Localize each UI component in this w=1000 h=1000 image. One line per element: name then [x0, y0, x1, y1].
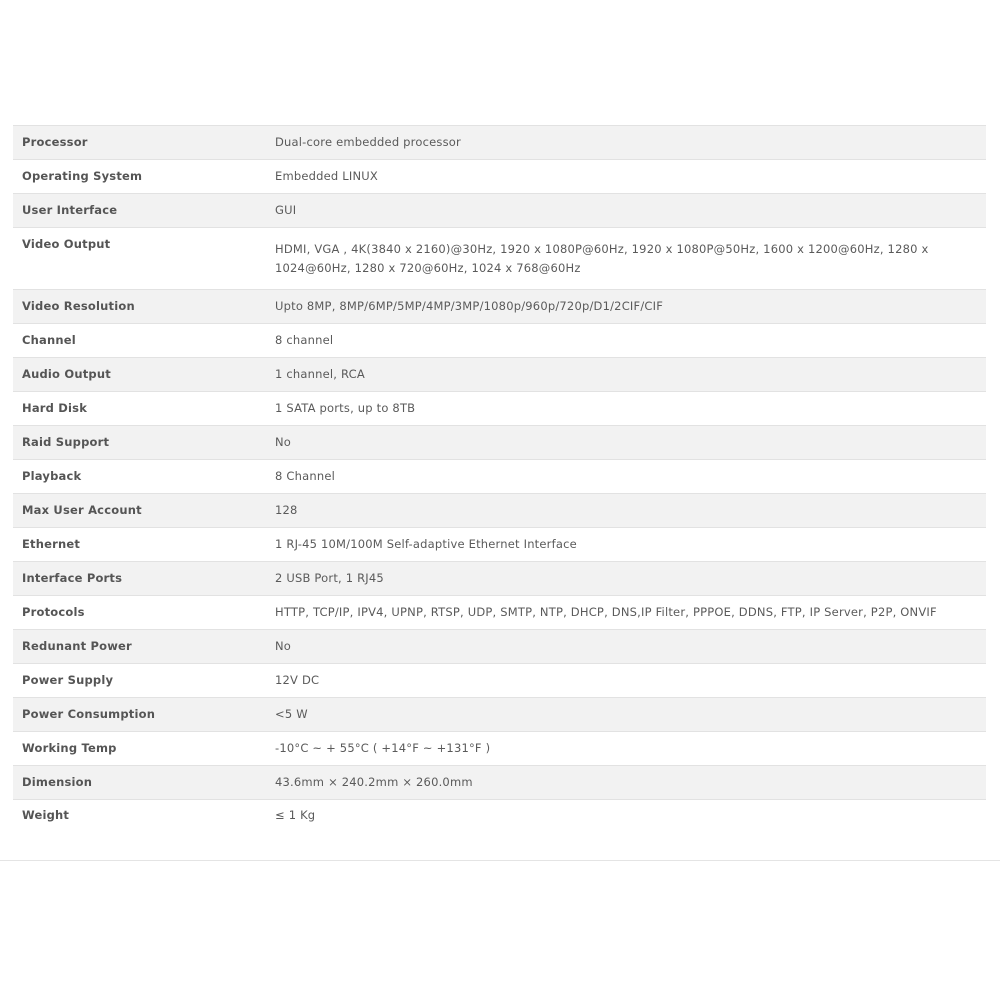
spec-value: 43.6mm × 240.2mm × 260.0mm	[274, 766, 986, 800]
spec-value: <5 W	[274, 698, 986, 732]
spec-value: 128	[274, 494, 986, 528]
spec-label: Hard Disk	[13, 392, 274, 426]
spec-row-power-consumption	[13, 698, 986, 732]
spec-label: Dimension	[13, 766, 274, 800]
spec-row-redunant-power	[13, 630, 986, 664]
spec-value: 2 USB Port, 1 RJ45	[274, 562, 986, 596]
spec-label: Video Resolution	[13, 290, 274, 324]
spec-row-video-resolution	[13, 290, 986, 324]
spec-value: 1 channel, RCA	[274, 358, 986, 392]
spec-row-processor	[13, 126, 986, 160]
spec-row-ethernet	[13, 528, 986, 562]
spec-row-working-temp	[13, 732, 986, 766]
spec-value: 1 SATA ports, up to 8TB	[274, 392, 986, 426]
spec-row-protocols	[13, 596, 986, 630]
spec-value: ≤ 1 Kg	[274, 800, 986, 832]
spec-label: Power Supply	[13, 664, 274, 698]
spec-row-operating-system	[13, 160, 986, 194]
spec-label: Playback	[13, 460, 274, 494]
spec-label: Operating System	[13, 160, 274, 194]
spec-row-channel	[13, 324, 986, 358]
spec-value: Embedded LINUX	[274, 160, 986, 194]
spec-label: Audio Output	[13, 358, 274, 392]
specifications-table	[13, 125, 986, 831]
spec-value: -10°C ~ + 55°C ( +14°F ~ +131°F )	[274, 732, 986, 766]
spec-value: HTTP, TCP/IP, IPV4, UPNP, RTSP, UDP, SMTP, NTP, DHCP, DNS,IP Filter, PPPOE, DDNS, FTP, IP Server, P2P, ONVIF	[274, 596, 986, 630]
spec-value: GUI	[274, 194, 986, 228]
spec-label: Video Output	[13, 228, 274, 290]
spec-label: Interface Ports	[13, 562, 274, 596]
spec-value: 1 RJ-45 10M/100M Self-adaptive Ethernet Interface	[274, 528, 986, 562]
spec-row-user-interface	[13, 194, 986, 228]
spec-label: Channel	[13, 324, 274, 358]
spec-label: Working Temp	[13, 732, 274, 766]
spec-value: Dual-core embedded processor	[274, 126, 986, 160]
spec-row-video-output	[13, 228, 986, 290]
spec-label: Power Consumption	[13, 698, 274, 732]
spec-label: Protocols	[13, 596, 274, 630]
spec-value: HDMI, VGA , 4K(3840 x 2160)@30Hz, 1920 x 1080P@60Hz, 1920 x 1080P@50Hz, 1600 x 1200@60Hz, 1280 x 1024@60Hz, 1280 x 720@60Hz, 1024 x 768@60Hz	[274, 228, 986, 290]
spec-value: No	[274, 426, 986, 460]
spec-label: Max User Account	[13, 494, 274, 528]
spec-row-weight	[13, 800, 986, 832]
spec-label: User Interface	[13, 194, 274, 228]
spec-label: Raid Support	[13, 426, 274, 460]
spec-row-raid-support	[13, 426, 986, 460]
spec-label: Redunant Power	[13, 630, 274, 664]
spec-row-hard-disk	[13, 392, 986, 426]
spec-value: 8 Channel	[274, 460, 986, 494]
spec-row-dimension	[13, 766, 986, 800]
spec-row-interface-ports	[13, 562, 986, 596]
spec-row-power-supply	[13, 664, 986, 698]
spec-value: Upto 8MP, 8MP/6MP/5MP/4MP/3MP/1080p/960p/720p/D1/2CIF/CIF	[274, 290, 986, 324]
section-divider	[0, 860, 1000, 861]
spec-value: 8 channel	[274, 324, 986, 358]
spec-row-playback	[13, 460, 986, 494]
spec-row-max-user-account	[13, 494, 986, 528]
spec-value: 12V DC	[274, 664, 986, 698]
spec-label: Ethernet	[13, 528, 274, 562]
spec-label: Processor	[13, 126, 274, 160]
spec-label: Weight	[13, 800, 274, 832]
spec-value: No	[274, 630, 986, 664]
spec-row-audio-output	[13, 358, 986, 392]
